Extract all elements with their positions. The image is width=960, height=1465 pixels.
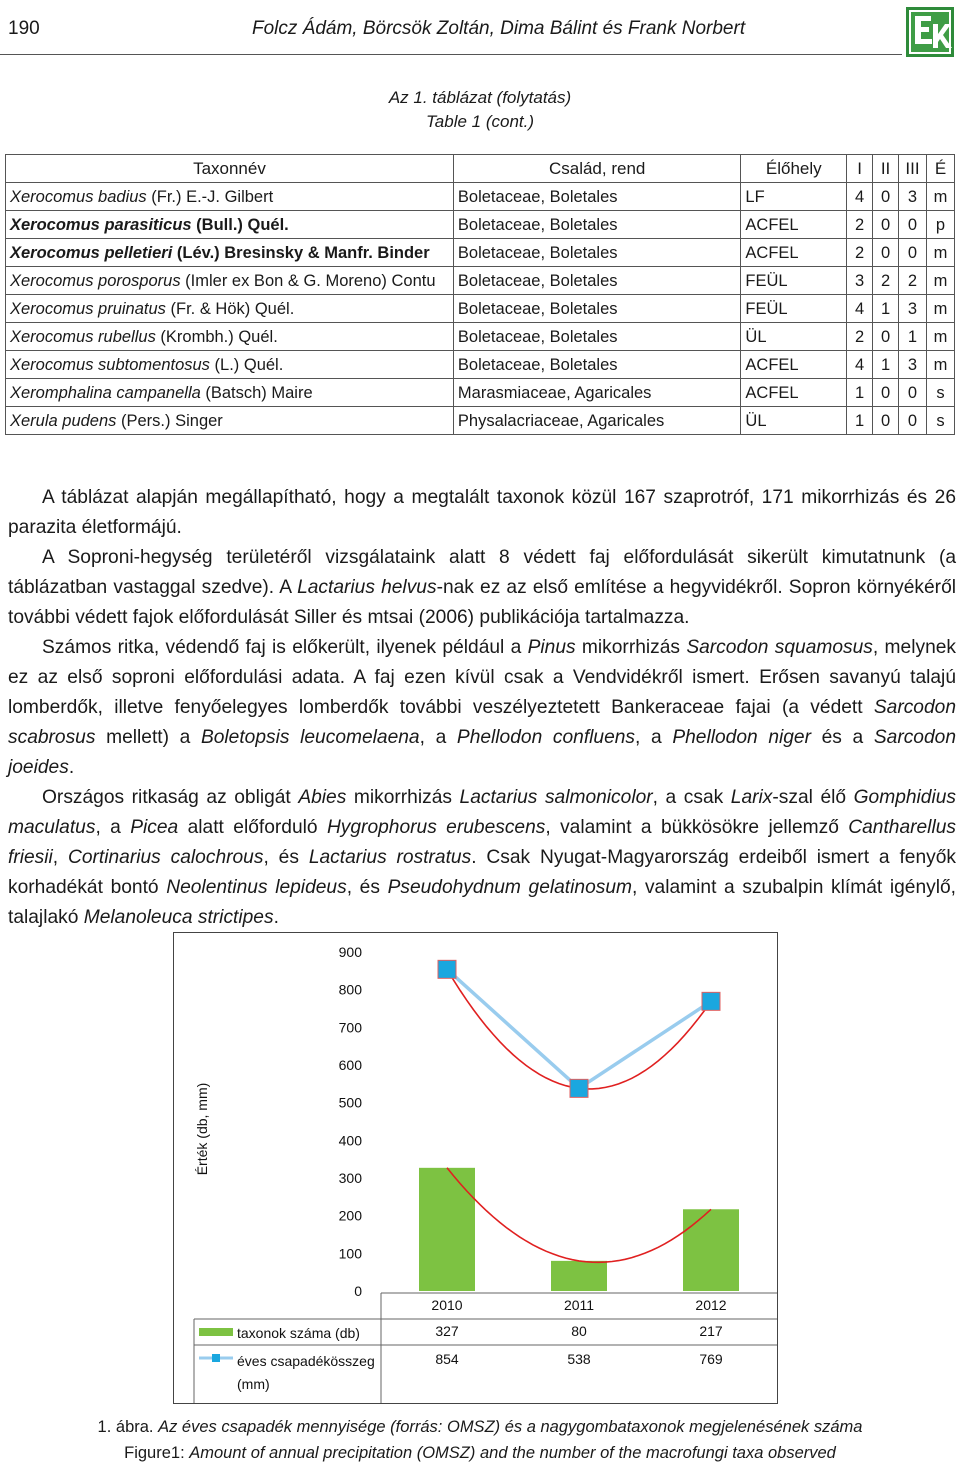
cell-i: 3 [847, 267, 873, 295]
y-tick-label: 900 [338, 944, 362, 960]
cell-habitat: ACFEL [741, 239, 847, 267]
y-tick-label: 300 [338, 1170, 362, 1186]
legend-label: éves csapadékösszeg [237, 1353, 375, 1369]
legend-label-unit: (mm) [237, 1376, 270, 1392]
cell-e: m [926, 267, 954, 295]
cell-i: 2 [847, 323, 873, 351]
y-tick-label: 500 [338, 1094, 362, 1111]
cell-iii: 3 [899, 183, 927, 211]
cell-taxon: Xerula pudens (Pers.) Singer [6, 407, 454, 435]
cell-taxon: Xerocomus subtomentosus (L.) Quél. [6, 351, 454, 379]
y-tick-label: 400 [338, 1132, 362, 1149]
data-table-value: 854 [435, 1351, 459, 1367]
col-header-taxon: Taxonnév [6, 155, 454, 183]
page-number: 190 [8, 18, 40, 39]
table-row [6, 267, 955, 295]
cell-habitat: LF [741, 183, 847, 211]
bar [683, 1209, 739, 1291]
cell-habitat: ÜL [741, 407, 847, 435]
precipitation-line [447, 969, 711, 1088]
cell-e: m [926, 239, 954, 267]
header-rule [0, 54, 902, 55]
paragraph-1: A táblázat alapján megállapítható, hogy a megtalált taxonok közül 167 szaprotróf, 171 mikorrhizás és 26 parazita életformájú. [8, 487, 956, 538]
bar-trendline [447, 1168, 711, 1263]
table-row [6, 211, 955, 239]
y-axis-label: Érték (db, mm) [194, 1082, 210, 1176]
cell-family: Boletaceae, Boletales [453, 183, 741, 211]
cell-family: Boletaceae, Boletales [453, 267, 741, 295]
cell-ii: 0 [873, 183, 899, 211]
cell-e: m [926, 323, 954, 351]
paragraph-4: Országos ritkaság az obligát Abies mikorrhizás Lactarius salmonicolor, a csak Larix-szal élő Gomphidius maculatus, a Picea alatt előforduló Hygrophorus erubescens, valamint a bükkösökre jellemző Cantharellus friesii, Cortinarius calochrous, és Lactarius rostratus. Csak Nyugat-Magyarország erdeiből ismert a fenyők korhadékát bontó Neolentinus lepideus, és Pseudohydnum gelatinosum, valamint a szubalpin klímát igénylő, talajlakó Melanoleuca strictipes. [8, 787, 957, 928]
cell-ii: 2 [873, 267, 899, 295]
cell-ii: 0 [873, 323, 899, 351]
col-header-e: É [926, 155, 954, 183]
legend-label: taxonok száma (db) [237, 1325, 360, 1341]
data-table-value: 327 [435, 1323, 459, 1339]
cell-i: 1 [847, 407, 873, 435]
taxon-table [5, 154, 955, 435]
y-tick-label: 700 [338, 1019, 362, 1036]
cell-i: 1 [847, 379, 873, 407]
table-row [6, 323, 955, 351]
cell-ii: 0 [873, 379, 899, 407]
bar [419, 1168, 475, 1291]
cell-habitat: ACFEL [741, 351, 847, 379]
y-tick-label: 100 [338, 1245, 362, 1262]
cell-ii: 1 [873, 351, 899, 379]
table-row [6, 351, 955, 379]
x-tick-label: 2012 [695, 1297, 727, 1313]
cell-habitat: ÜL [741, 323, 847, 351]
x-tick-label: 2011 [563, 1297, 595, 1313]
data-table-value: 538 [567, 1351, 591, 1367]
y-tick-label: 0 [354, 1283, 362, 1299]
cell-i: 4 [847, 351, 873, 379]
precipitation-marker [570, 1079, 588, 1097]
cell-e: s [926, 407, 954, 435]
y-tick-label: 200 [338, 1207, 362, 1224]
y-tick-label: 600 [338, 1057, 362, 1073]
col-header-i: I [847, 155, 873, 183]
precipitation-taxa-chart [174, 933, 777, 1403]
cell-family: Boletaceae, Boletales [453, 239, 741, 267]
cell-iii: 3 [899, 295, 927, 323]
cell-i: 4 [847, 295, 873, 323]
cell-iii: 3 [899, 351, 927, 379]
cell-family: Boletaceae, Boletales [453, 295, 741, 323]
precipitation-marker [702, 992, 720, 1010]
figure-caption-en: Figure1: Amount of annual precipitation (OMSZ) and the number of the macrofungi taxa observed [124, 1444, 836, 1462]
col-header-family: Család, rend [453, 155, 741, 183]
running-head: Folcz Ádám, Börcsök Zoltán, Dima Bálint és Frank Norbert [252, 18, 746, 39]
data-table-value: 217 [699, 1323, 723, 1339]
cell-ii: 1 [873, 295, 899, 323]
cell-taxon: Xerocomus badius (Fr.) E.-J. Gilbert [6, 183, 454, 211]
col-header-iii: III [899, 155, 927, 183]
cell-e: m [926, 183, 954, 211]
cell-ii: 0 [873, 407, 899, 435]
x-tick-label: 2010 [431, 1297, 463, 1313]
body-text [8, 483, 956, 933]
journal-logo-icon [905, 6, 955, 58]
table-row [6, 379, 955, 407]
cell-taxon: Xerocomus parasiticus (Bull.) Quél. [6, 211, 454, 239]
cell-ii: 0 [873, 211, 899, 239]
table-row [6, 183, 955, 211]
cell-e: m [926, 295, 954, 323]
paragraph-2: A Soproni-hegység területéről vizsgálataink alatt 8 védett faj előfordulását sikerült kimutatnunk (a táblázatban vastaggal szedve). A Lactarius helvus-nak ez az első említése a hegyvidékről. Sopron környékéről további védett fajok előfordulását Siller és mtsai (2006) publikációja tartalmazza. [8, 547, 956, 628]
table-row [6, 239, 955, 267]
cell-habitat: FEÜL [741, 295, 847, 323]
page-header [0, 0, 960, 60]
cell-e: m [926, 351, 954, 379]
data-table-value: 80 [571, 1323, 587, 1339]
bar [551, 1261, 607, 1291]
cell-family: Boletaceae, Boletales [453, 211, 741, 239]
cell-iii: 0 [899, 407, 927, 435]
cell-taxon: Xerocomus pruinatus (Fr. & Hök) Quél. [6, 295, 454, 323]
table-row [6, 295, 955, 323]
cell-taxon: Xerocomus porosporus (Imler ex Bon & G. Moreno) Contu [6, 267, 454, 295]
cell-iii: 2 [899, 267, 927, 295]
legend-swatch-marker [212, 1354, 220, 1362]
cell-ii: 0 [873, 239, 899, 267]
cell-family: Boletaceae, Boletales [453, 351, 741, 379]
figure-caption-hu: 1. ábra. Az éves csapadék mennyisége (forrás: OMSZ) és a nagygombataxonok megjelenésének száma [97, 1418, 863, 1436]
cell-iii: 0 [899, 379, 927, 407]
cell-e: p [926, 211, 954, 239]
cell-i: 4 [847, 183, 873, 211]
legend-swatch-bars [199, 1328, 233, 1336]
table-row [6, 407, 955, 435]
cell-e: s [926, 379, 954, 407]
paragraph-3: Számos ritka, védendő faj is előkerült, ilyenek például a Pinus mikorrhizás Sarcodon squamosus, melynek ez az első soproni előfordulási adata. A faj ezen kívül csak a Vendvidékről ismert. Erősen savanyú talajú lomberdők, illetve fenyőelegyes lomberdők további veszélyeztetett Bankeraceae fajai (a védett Sarcodon scabrosus mellett) a Boletopsis leucomelaena, a Phellodon confluens, a Phellodon niger és a Sarcodon joeides. [8, 637, 956, 778]
cell-family: Physalacriaceae, Agaricales [453, 407, 741, 435]
data-table-value: 769 [699, 1351, 723, 1367]
cell-habitat: ACFEL [741, 211, 847, 239]
cell-i: 2 [847, 211, 873, 239]
cell-habitat: ACFEL [741, 379, 847, 407]
y-tick-label: 800 [338, 981, 362, 998]
precipitation-marker [438, 960, 456, 978]
cell-taxon: Xerocomus rubellus (Krombh.) Quél. [6, 323, 454, 351]
cell-iii: 0 [899, 239, 927, 267]
cell-iii: 1 [899, 323, 927, 351]
cell-i: 2 [847, 239, 873, 267]
table-header-row [6, 155, 955, 183]
cell-taxon: Xerocomus pelletieri (Lév.) Bresinsky & Manfr. Binder [6, 239, 454, 267]
cell-taxon: Xeromphalina campanella (Batsch) Maire [6, 379, 454, 407]
cell-habitat: FEÜL [741, 267, 847, 295]
col-header-ii: II [873, 155, 899, 183]
cell-family: Marasmiaceae, Agaricales [453, 379, 741, 407]
cell-family: Boletaceae, Boletales [453, 323, 741, 351]
cell-iii: 0 [899, 211, 927, 239]
table-caption-en: Table 1 (cont.) [425, 112, 535, 131]
table-caption-hu: Az 1. táblázat (folytatás) [388, 88, 572, 107]
chart-frame [173, 932, 778, 1404]
col-header-habitat: Élőhely [741, 155, 847, 183]
